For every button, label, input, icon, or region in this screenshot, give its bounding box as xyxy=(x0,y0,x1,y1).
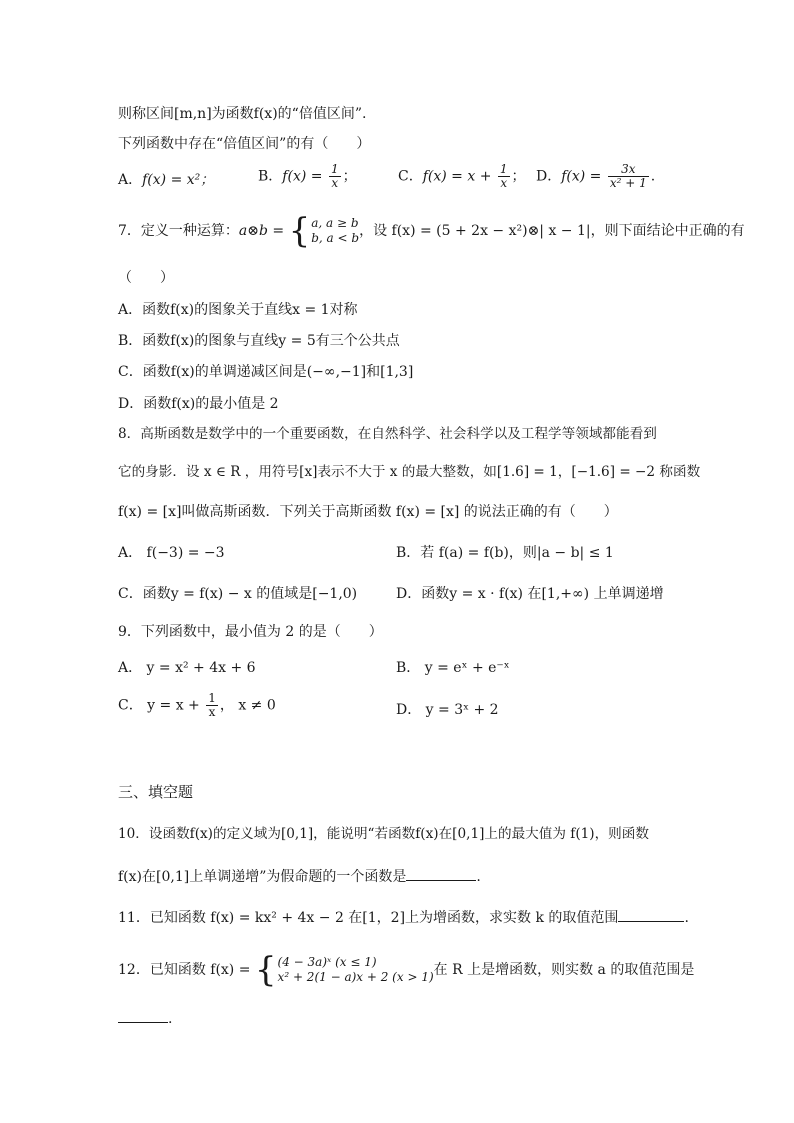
q8-option-d: D．函数y = x · f(x) 在[1,+∞) 上单调递增 xyxy=(396,586,664,602)
q7-option-a: A．函数f(x)的图象关于直线x = 1对称 xyxy=(118,302,358,318)
q6-option-c-fraction xyxy=(498,163,510,190)
q7-case-1: a, a ≥ b xyxy=(311,216,359,230)
q9-option-c xyxy=(118,692,276,719)
q12-case-2: x² + 2(1 − a)x + 2 (x > 1) xyxy=(277,970,434,984)
q7-case-2: b, a < b xyxy=(311,231,360,245)
q6-option-c-numerator: 1 xyxy=(499,162,508,176)
q8-option-b: B．若 f(a) = f(b)，则|a − b| ≤ 1 xyxy=(396,545,614,561)
q6-option-b-numerator: 1 xyxy=(330,162,339,176)
q6-option-d-tail: . xyxy=(650,168,656,185)
q9-option-c-fraction xyxy=(206,692,218,719)
q12-case-1: (4 − 3a)ˣ (x ≤ 1) xyxy=(277,955,377,969)
q9-option-c-numerator: 1 xyxy=(208,691,216,705)
q8-line-1: 8．高斯函数是数学中的一个重要函数，在自然科学、社会科学以及工程学等领域都能看到 xyxy=(118,426,657,442)
q7-option-b: B．函数f(x)的图象与直线y = 5有三个公共点 xyxy=(118,333,400,349)
q6-option-d-fraction xyxy=(608,163,649,190)
q6-option-c-lhs: f(x) = x + xyxy=(422,168,496,185)
q7-option-d: D．函数f(x)的最小值是 2 xyxy=(118,396,279,412)
q6-option-a xyxy=(118,170,214,190)
intro-line-1: 则称区间[m,n]为函数f(x)的“倍值区间”. xyxy=(118,106,367,122)
q9-option-c-tail: ， x ≠ 0 xyxy=(219,697,276,714)
q8-option-a: A． f(−3) = −3 xyxy=(118,545,225,561)
q7-operator: a⊗b = xyxy=(238,223,289,239)
q10-line-2-text: f(x)在[0,1]上单调递增”为假命题的一个函数是 xyxy=(118,869,407,885)
q7-cases xyxy=(311,216,359,246)
q7-paren: （ ） xyxy=(118,270,174,286)
q10-line-2 xyxy=(118,866,481,887)
q9-option-b: B． y = eˣ + e⁻ˣ xyxy=(396,660,510,676)
q12-left-brace: { xyxy=(254,950,277,990)
q12-prefix: 12．已知函数 f(x) = xyxy=(118,962,255,978)
q12-line-2 xyxy=(118,1008,172,1029)
q6-option-b-label: B． xyxy=(258,168,283,185)
q9-option-d: D． y = 3ˣ + 2 xyxy=(396,702,499,718)
q12-stem xyxy=(118,950,694,990)
q6-option-c-label: C． xyxy=(398,168,423,185)
q6-option-b-denominator: x xyxy=(331,176,339,190)
q11-line xyxy=(118,907,689,928)
q6-option-d-lhs: f(x) = xyxy=(561,168,606,185)
q12-answer-blank[interactable] xyxy=(118,1008,168,1023)
q11-answer-blank[interactable] xyxy=(618,907,684,922)
q6-option-b xyxy=(258,163,357,190)
q8-option-c: C．函数y = f(x) − x 的值域是[−1,0) xyxy=(118,586,358,602)
q6-option-c-tail: ； xyxy=(511,168,526,185)
q8-line-2: 它的身影．设 x ∈ R ，用符号[x]表示不大于 x 的最大整数，如[1.6] = 1，[−1.6] = −2 称函数 xyxy=(118,464,701,480)
q6-option-a-label: A． xyxy=(118,172,143,188)
intro-line-2: 下列函数中存在“倍值区间”的有（ ） xyxy=(118,136,371,152)
q8-line-3: f(x) = [x]叫做高斯函数．下列关于高斯函数 f(x) = [x] 的说法正确的有（ ） xyxy=(118,504,618,520)
q12-suffix: 在 R 上是增函数，则实数 a 的取值范围是 xyxy=(433,962,695,978)
q6-option-d-denominator: x² + 1 xyxy=(609,176,647,190)
q7-left-brace: { xyxy=(288,211,311,251)
q6-option-b-lhs: f(x) = xyxy=(282,168,327,185)
q6-option-c-denominator: x xyxy=(500,176,508,190)
q6-option-d-label: D． xyxy=(536,168,562,185)
q9-option-c-denominator: x xyxy=(208,705,216,719)
q10-answer-blank[interactable] xyxy=(406,866,476,881)
q9-option-c-label: C． y = x + xyxy=(118,697,205,714)
q6-option-b-fraction xyxy=(329,163,341,190)
q12-cases xyxy=(278,955,434,985)
q9-stem: 9．下列函数中，最小值为 2 的是（ ） xyxy=(118,624,383,640)
q6-option-d-numerator: 3x xyxy=(608,163,649,177)
q6-option-a-expr: f(x) = x²； xyxy=(142,172,215,188)
q9-option-a: A． y = x² + 4x + 6 xyxy=(118,660,256,676)
q6-option-b-tail: ； xyxy=(342,168,357,185)
q7-mid: ，设 f(x) = (5 + 2x − x²)⊗| x − 1|，则下面结论中正确的有 xyxy=(359,223,745,239)
q7-option-c: C．函数f(x)的单调递减区间是(−∞,−1]和[1,3] xyxy=(118,364,414,380)
q11-end: . xyxy=(684,910,689,926)
q10-line-1: 10．设函数f(x)的定义域为[0,1]，能说明“若函数f(x)在[0,1]上的最大值为 f(1)，则函数 xyxy=(118,826,649,842)
q6-option-d xyxy=(536,163,655,190)
q10-end: . xyxy=(476,869,481,885)
section-title-fill-in: 三、填空题 xyxy=(118,783,194,801)
q11-text: 11．已知函数 f(x) = kx² + 4x − 2 在[1，2]上为增函数，求实数 k 的取值范围 xyxy=(118,910,619,926)
q12-end: . xyxy=(168,1011,173,1027)
q7-prefix: 7．定义一种运算： xyxy=(118,223,239,239)
q7-stem xyxy=(118,211,745,251)
q6-option-c xyxy=(398,163,526,190)
